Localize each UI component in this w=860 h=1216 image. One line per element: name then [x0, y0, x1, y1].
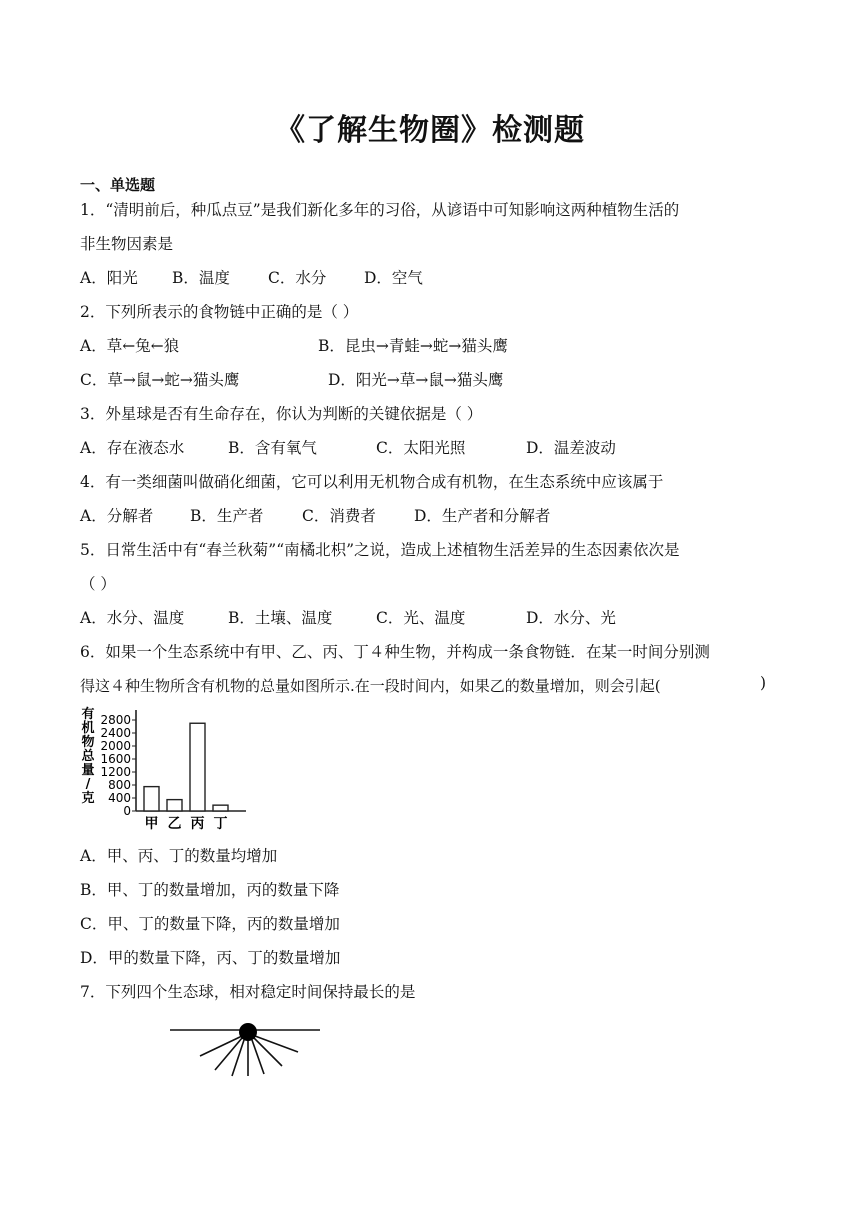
question-6-option-b: B．甲、丁的数量增加，丙的数量下降: [80, 881, 340, 899]
question-5-line-2: （ ）: [80, 575, 116, 593]
question-5-option-b: B．土壤、温度: [228, 609, 333, 627]
bar-4: [213, 805, 228, 811]
question-6-line-2: 得这４种生物所含有机物的总量如图所示.在一段时间内，如果乙的数量增加，则会引起(: [80, 677, 661, 695]
chart-ylabel-char: 有: [81, 707, 95, 722]
question-5-option-c: C．光、温度: [376, 609, 466, 627]
question-2-option-a: A．草←兔←狼: [80, 337, 180, 355]
question-6-option-a: A．甲、丙、丁的数量均增加: [80, 847, 278, 865]
question-1-option-c: C．水分: [268, 269, 327, 287]
chart-ylabel-char: 总: [81, 749, 95, 764]
y-tick-label: 400: [108, 791, 131, 805]
x-category-label: 甲: [144, 816, 159, 832]
y-tick-label: 1600: [100, 752, 131, 766]
question-5-option-d: D．水分、光: [526, 609, 616, 627]
y-tick-label: 1200: [100, 765, 131, 779]
question-2-option-c: C．草→鼠→蛇→猫头鹰: [80, 371, 240, 389]
chart-ylabel-char: 机: [81, 721, 95, 736]
question-6-option-c: C．甲、丁的数量下降，丙的数量增加: [80, 915, 340, 933]
chart-ylabel-char: 量: [81, 763, 95, 778]
y-tick-label: 2000: [100, 739, 131, 753]
question-4-line-1: 4．有一类细菌叫做硝化细菌，它可以利用无机物合成有机物，在生态系统中应该属于: [80, 473, 664, 491]
question-2-option-d: D．阳光→草→鼠→猫头鹰: [328, 371, 504, 389]
y-tick-label: 0: [123, 804, 131, 818]
question-3-option-b: B．含有氧气: [228, 439, 317, 457]
page-title: 《了解生物圈》检测题: [275, 113, 585, 148]
question-6-line-1: 6．如果一个生态系统中有甲、乙、丙、丁４种生物，并构成一条食物链．在某一时间分别测: [80, 643, 710, 661]
chart-ylabel-char: 物: [81, 735, 95, 750]
question-4-option-c: C．消费者: [302, 507, 376, 525]
question-2-line-1: 2．下列所表示的食物链中正确的是（ ）: [80, 303, 359, 321]
question-3-line-1: 3．外星球是否有生命存在，你认为判断的关键依据是（ ）: [80, 405, 483, 423]
question-4-option-b: B．生产者: [190, 507, 264, 525]
question-1-option-b: B．温度: [172, 269, 230, 287]
question-5-line-1: 5．日常生活中有“春兰秋菊”“南橘北枳”之说，造成上述植物生活差异的生态因素依次是: [80, 541, 680, 559]
x-category-label: 丙: [190, 816, 205, 832]
y-tick-label: 2800: [100, 713, 131, 727]
question-1-line-2: 非生物因素是: [80, 235, 174, 253]
x-category-label: 乙: [167, 816, 182, 832]
question-4-option-a: A．分解者: [80, 507, 154, 525]
question-1-option-d: D．空气: [364, 269, 423, 287]
question-3-option-a: A．存在液态水: [80, 439, 185, 457]
chart-ylabel-char: 克: [81, 791, 95, 806]
question-7-line-1: 7．下列四个生态球，相对稳定时间保持最长的是: [80, 983, 416, 1001]
chart-ylabel-char: /: [85, 777, 91, 792]
x-category-label: 丁: [213, 816, 228, 832]
question-6-answer-paren: ): [760, 674, 767, 692]
question-3-option-c: C．太阳光照: [376, 439, 466, 457]
question-5-option-a: A．水分、温度: [80, 609, 185, 627]
question-2-option-b: B．昆虫→青蛙→蛇→猫头鹰: [318, 337, 508, 355]
bar-3: [190, 723, 205, 811]
question-1-line-1: 1．“清明前后，种瓜点豆”是我们新化多年的习俗，从谚语中可知影响这两种植物生活的: [80, 201, 680, 219]
section-heading: 一、单选题: [80, 176, 156, 194]
bar-2: [167, 800, 182, 811]
sun-illustration: [160, 1018, 330, 1078]
question-1-option-a: A．阳光: [80, 269, 138, 287]
question-3-option-d: D．温差波动: [526, 439, 616, 457]
organic-matter-bar-chart: [76, 704, 256, 834]
y-tick-label: 2400: [100, 726, 131, 740]
question-6-option-d: D．甲的数量下降，丙、丁的数量增加: [80, 949, 341, 967]
chart-ylabel: [81, 706, 95, 806]
y-tick-label: 800: [108, 778, 131, 792]
question-4-option-d: D．生产者和分解者: [414, 507, 551, 525]
bar-1: [144, 787, 159, 811]
